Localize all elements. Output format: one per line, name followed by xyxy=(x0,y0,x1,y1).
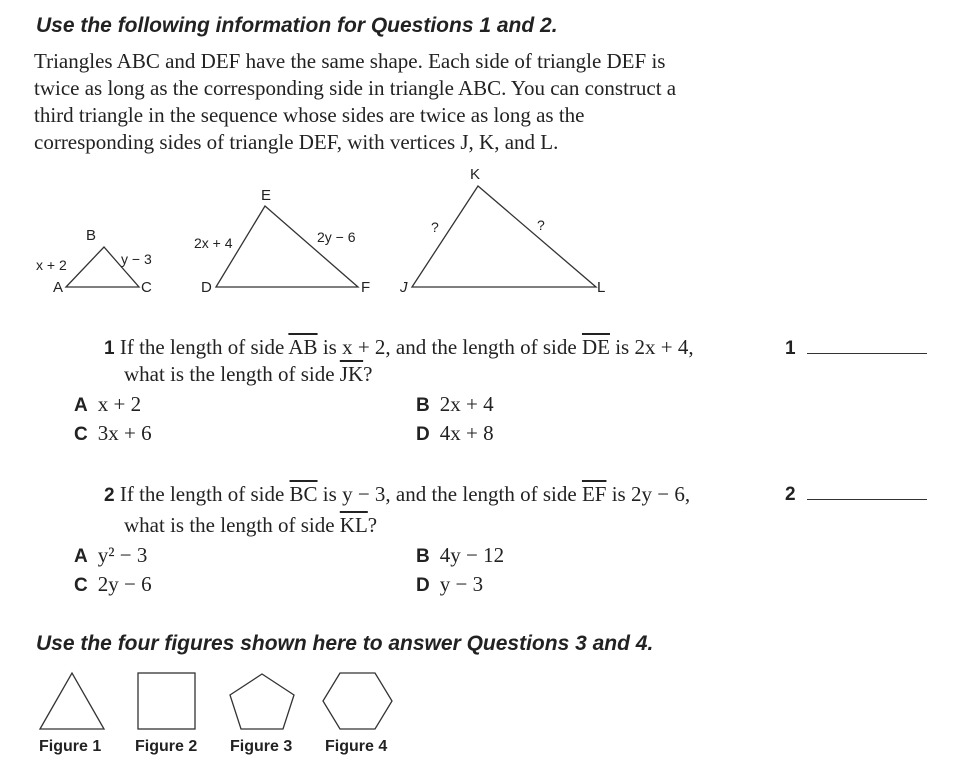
answer-blank-1[interactable] xyxy=(807,353,927,354)
question-text: is xyxy=(317,482,343,506)
figure-3-label: Figure 3 xyxy=(230,738,293,755)
square-shape xyxy=(138,673,195,729)
pentagon-shape xyxy=(230,674,294,729)
segment-kl: $\overline{KL}$ xyxy=(339,513,368,537)
question-2-line-1 xyxy=(104,482,690,507)
side-ef-label: 2y − 6 xyxy=(317,229,356,245)
figure-1-label: Figure 1 xyxy=(39,738,102,755)
question-text: is 2x + 4, xyxy=(609,335,694,359)
segment-jk: $\overline{JK}$ xyxy=(339,362,364,386)
vertex-j: J xyxy=(400,279,408,296)
triangle-def xyxy=(216,206,358,287)
option-text: 2y − 6 xyxy=(97,572,152,596)
vertex-d: D xyxy=(201,279,212,296)
option-text: x + 2 xyxy=(97,392,142,416)
option-text: 4y − 12 xyxy=(439,543,505,567)
q1-option-a[interactable] xyxy=(74,392,141,417)
intro-line: corresponding sides of triangle DEF, with vertices J, K, and L. xyxy=(34,130,559,154)
intro-paragraph xyxy=(34,48,754,156)
question-text: If the length of side xyxy=(119,482,290,506)
vertex-a: A xyxy=(53,279,64,296)
question-text: , and the length of side xyxy=(385,335,582,359)
question-text: ? xyxy=(367,513,378,537)
hexagon-shape xyxy=(323,673,392,729)
vertex-e: E xyxy=(261,187,272,204)
q2-option-c[interactable] xyxy=(74,572,152,597)
segment-ef: $\overline{EF}$ xyxy=(581,482,607,506)
side-kl-label: ? xyxy=(537,217,545,233)
expression-y-minus-3: y − 3 xyxy=(342,482,386,506)
q1-option-b[interactable] xyxy=(416,392,494,417)
segment-bc: $\overline{BC}$ xyxy=(289,482,318,506)
side-ab-label: x + 2 xyxy=(36,257,67,273)
q1-option-c[interactable] xyxy=(74,421,152,446)
question-number: 2 xyxy=(104,485,115,506)
question-1-line-2 xyxy=(124,362,372,387)
question-text: what is the length of side xyxy=(124,513,340,537)
q1-option-d[interactable] xyxy=(416,421,494,446)
vertex-k: K xyxy=(470,166,481,183)
vertex-b: B xyxy=(86,227,97,244)
triangle-jkl xyxy=(412,186,596,287)
question-text: is 2y − 6, xyxy=(606,482,691,506)
question-number: 1 xyxy=(104,338,115,359)
option-label: B xyxy=(416,395,430,416)
section-heading-q3-4: Use the four figures shown here to answer Questions 3 and 4. xyxy=(36,632,654,655)
triangle-shape xyxy=(40,673,104,729)
intro-line: third triangle in the sequence whose sides are twice as long as the xyxy=(34,103,585,127)
vertex-f: F xyxy=(361,279,371,296)
intro-line: twice as long as the corresponding side in triangle ABC. You can construct a xyxy=(34,76,677,100)
answer-blank-2[interactable] xyxy=(807,499,927,500)
option-text: 4x + 8 xyxy=(439,421,494,445)
q2-option-a[interactable] xyxy=(74,543,147,568)
option-label: B xyxy=(416,546,430,567)
option-text: 3x + 6 xyxy=(97,421,152,445)
question-text: ? xyxy=(363,362,373,386)
question-text: If the length of side xyxy=(119,335,289,359)
question-text: what is the length of side xyxy=(124,362,340,386)
option-label: A xyxy=(74,395,88,416)
option-text: y − 3 xyxy=(439,572,484,596)
answer-number-1: 1 xyxy=(785,338,796,359)
segment-de: $\overline{DE}$ xyxy=(581,335,610,359)
side-de-label: 2x + 4 xyxy=(194,235,233,251)
question-2-line-2 xyxy=(124,513,377,538)
side-jk-label: ? xyxy=(431,219,439,235)
question-text: , and the length of side xyxy=(385,482,582,506)
answer-number-2: 2 xyxy=(785,484,796,505)
section-heading-q1-2: Use the following information for Questions 1 and 2. xyxy=(36,14,558,37)
option-label: C xyxy=(74,424,88,445)
option-text: 2x + 4 xyxy=(439,392,494,416)
figure-4-label: Figure 4 xyxy=(325,738,388,755)
shapes-figure xyxy=(0,660,420,738)
vertex-c: C xyxy=(141,279,152,296)
figure-2-label: Figure 2 xyxy=(135,738,198,755)
question-1-line-1 xyxy=(104,335,694,360)
option-label: D xyxy=(416,424,430,445)
intro-line: Triangles ABC and DEF have the same shape. Each side of triangle DEF is xyxy=(34,49,666,73)
segment-ab: $\overline{AB}$ xyxy=(288,335,318,359)
triangles-figure xyxy=(0,160,640,300)
option-label: A xyxy=(74,546,88,567)
q2-option-b[interactable] xyxy=(416,543,504,568)
question-text: is xyxy=(317,335,343,359)
expression-x-plus-2: x + 2 xyxy=(342,335,386,359)
q2-option-d[interactable] xyxy=(416,572,483,597)
option-text: y² − 3 xyxy=(97,543,148,567)
option-label: D xyxy=(416,575,430,596)
option-label: C xyxy=(74,575,88,596)
vertex-l: L xyxy=(597,279,606,296)
side-bc-label: y − 3 xyxy=(121,251,152,267)
